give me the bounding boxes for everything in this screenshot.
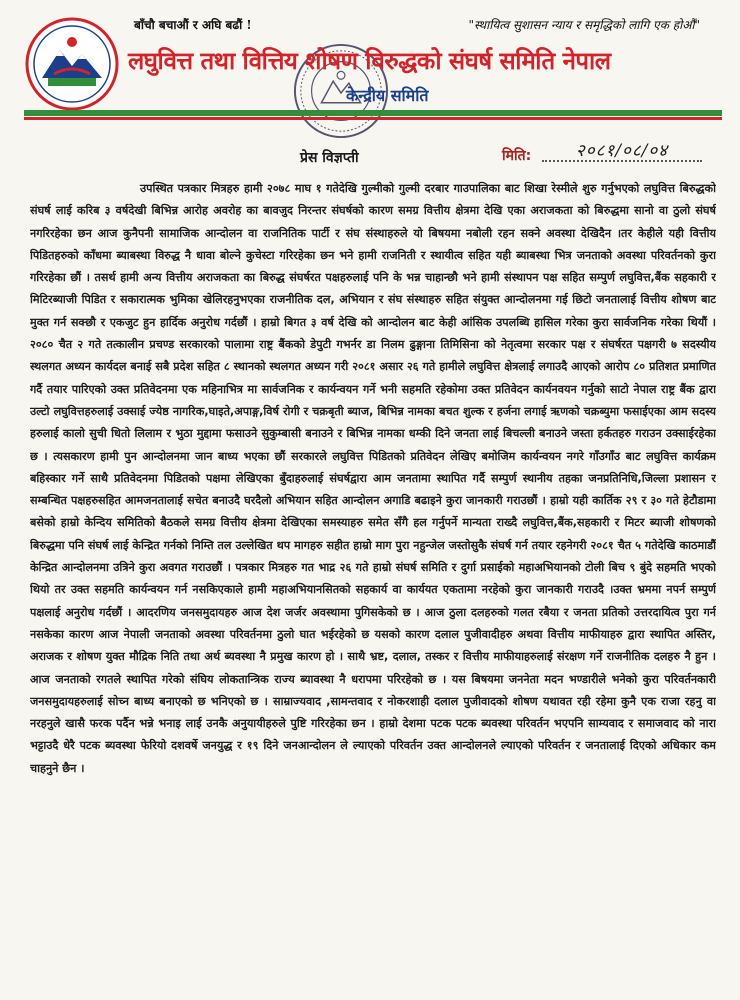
date-label: मिति: — [502, 148, 532, 164]
organization-logo-icon — [24, 16, 120, 112]
body-paragraph: उपस्थित पत्रकार मित्रहरु हामी २०७८ माघ १ गतेदेखि गुल्मीको गुल्मी दरबार गाउपालिका बाट शिखा रेस्मीले शुरु गर्नुभएको लघुवित्त बिरुद्धको संघर्ष लाई करिब ३ वर्षदेखी बिभिन्न आरोह अवरोह का बावजुद निरन्तर संघर्षको कारण समग्र वित्तीय क्षेत्रमा देखि एका अराजकता को बिरुद्धमा सानो वा ठुलो संघर्ष नगरिरहेका छन आज कुनैपनी सामाजिक आन्दोलन वा राजनितिक पार्टी र संघ संस्थाहरुले यो बिषयमा नबोली रहन सक्ने अवस्था देखिदैन ।तर केहीले यही वित्तीय पिडितहरुको काँधमा ब्याबस्था विरुद्ध नै धावा बोल्ने कुचेस्टा गरिरहेका छन भने हामी राजनिती र स्थायीत्व सहित यही ब्याबस्था भित्र जनताको अवस्था परिवर्तनको कुरा गरिरहेका छौं । तसर्थ हामी अन्य वित्तीय अराजकता का बिरुद्ध संघर्षरत पक्षहरुलाई पनि के भन्न चाहान्छौ भने हामी संस्थापन पक्ष सहित सम्पुर्ण लघुवित्त,बैंक सहकारी र मिटिरब्याजी पिडित र सकारात्मक भुमिका खेलिरहनुभएका राजनीतिक दल, अभियान र संघ संस्थाहरु सहित संयुक्त आन्दोलनमा गई छिटो जनतालाई वित्तीय शोषण बाट मुक्त गर्न सक्छौ र एकजुट हुन हार्दिक अनुरोध गर्दछौं । हाम्रो बिगत ३ वर्ष देखि को आन्दोलन बाट केही आंसिक उपलब्धि हासिल गरेका कुरा सार्वजनिक गरेका थियौं । २०८० चैत २ गते तत्कालीन प्रचण्ड सरकारको पालामा राष्ट्र बैंकको डेपुटी गभर्नर डा निलम ढुङ्गाना तिमिसिना को नेतृत्वमा सरकार पक्ष र संघर्षरत पक्षगरी ७ सदस्यीय स्थलगत अध्यन कार्यदल बनाई सबै प्रदेश सहित ८ स्थानको स्थलगत अध्यन गरी २०८१ असार २६ गते हामीले लघुवित्त क्षेत्रलाई लगाउदै आएको आरोप ८० प्रतिशत प्रमाणित गर्दै तयार पारिएको उक्त प्रतिवेदनमा एक महिनाभित्र मा सार्वजनिक र कार्यन्वयन गर्ने भनी सहमति रहेकोमा उक्त प्रतिवेदन कार्यनवयन गर्नुको साटो नेपाल राष्ट्र बैंक द्वारा उल्टो लघुवित्तहरुलाई उक्साई ज्येष्ठ नागरिक,घाइते,अपाङ्ग,विर्ष रोगी र चक्रबृती ब्याज, बिभिन्न नामका बचत शुल्क र हर्जना लगाई ऋणको चक्रब्युमा फसाईएका आम सदस्य हरुलाई कालो सुची धितो लिलाम र भुठा मुद्दामा फसाउने सुकुम्बासी बनाउने र बिभिन्न नामका धम्की दिने जनता लाई बिचल्ली बनाउने जस्ता हर्कतहरु गराउन उक्साईरहेका छ । त्यसकारण हामी पुन आन्दोलनमा जान बाध्य भएका छौं सरकारले लघुवित्त पिडितको प्रतिवेदन लेखिए बमोजिम कार्यन्वयन नगरे गाँउगाँउ बाट लघुवित्त कार्यक्रम बहिस्कार गर्ने साथै प्रतिवेदनमा पिडितको पक्षमा लेखिएका बुँदाहरुलाई संघर्षद्वारा आम जनतामा स्थापित गर्दै सम्पुर्ण स्थानीय तहका जनप्रतिनिधि,जिल्ला प्रशासन र सम्बन्धित पक्षहरुसहित आमजनतालाई सचेत बनाउदै घरदैलो अभियान सहित आन्दोलन अगाडि बढाइने कुरा जानकारी गराउछौं । हाम्रो यही कार्तिक २९ र ३० गते हेटौडामा बसेको हाम्रो केन्दिय समितिको बैठकले समग्र वित्तीय क्षेत्रमा देखिएका समस्याहरु समेत सँगै हल गर्नुपर्ने मान्यता राख्दै लघुवित्त,बैंक,सहकारी र मिटर ब्याजी शोषणको बिरुद्धमा पनि संघर्ष लाई केन्द्रित गर्नको निम्ति तल उल्लेखित थप मागहरु सहीत हाम्रो माग पुरा नहुन्जेल जस्तोसुकै संघर्ष गर्न तयार रहनेगरी २०८१ चैत ५ गतेदेखि काठमाडौं केन्द्रित आन्दोलनमा उत्रिने कुरा अवगत गराउछौं । पत्रकार मित्रहरु गत भाद्र २६ गते हाम्रो संघर्ष समिति र दुर्गा प्रसाईको महाअभियानको टोली बिच ९ बुंदे सहमति भएको थियो तर उक्त सहमति कार्यन्वयन गर्न नसकिएकाले हामी महाअभियानसितको सहकार्य वा कार्ययत एकतामा नरहेको कुरा जानकारी गराउदै ।उक्त भ्रममा नपर्न सम्पुर्ण पक्षलाई अनुरोध गर्दछौं । आदरणिय जनसमुदायहरु आज देश जर्जर अवस्थामा पुगिसकेको छ । आज ठुला दलहरुको गलत रबैया र जनता प्रतिको उत्तरदायित्व पुरा गर्न नसकेका कारण आज नेपाली जनताको अवस्था परिवर्तनमा ठुलो घात भईरहेको छ यसको कारण दलाल पुजीवादीहरु अथवा वित्तीय माफीयाहरु द्वारा स्थापित अस्तिर, अराजक र शोषण युक्त मौद्रिक निति तथा अर्थ ब्यवस्था नै प्रमुख कारण हो । साथै भ्रष्ट, दलाल, तस्कर र वित्तीय माफीयाहरुलाई संरक्षण गर्ने राजनीतिक दलहरु नै हुन ।आज जनताको रगतले स्थापित गरेको संघिय लोकतान्त्रिक राज्य ब्यावस्था नै धरापमा परिरहेको छ । यस बिषयमा जननेता मदन भण्डारीले भनेको कुरा परिवर्तनकारी जनसमुदायहरुलाई सोच्न बाध्य बनाएको छ भनिएको छ । साम्राज्यवाद ,सामन्तवाद र नोकरशाही दलाल पुजीवादको शोषण यथावत रही रहेमा कुनै एक राजा रहनु वा नरहनुले खासै फरक पर्दैन भन्ने भनाइ लाई उनकै अनुयायीहरुले पुष्टि गरिरहेका छन । हाम्रो देशमा पटक पटक ब्यवस्था परिवर्तन भएपनि साम्यवाद र समाजवाद को नारा भट्टाउदै धेरै पटक ब्यवस्था फेरियो दशवर्षे जनयुद्ध र १९ दिने जनआन्दोलन ले ल्याएको परिवर्तन उक्त आन्दोलनले ल्याएको परिवर्तन र जनतालाई दिएको अधिकार कम चाहनुने छैन । — [30, 182, 716, 775]
press-release-title: प्रेस विज्ञप्ती — [300, 150, 359, 166]
slogan-right: "स्थायित्व सुशासन न्याय र समृद्धिको लागि एक होऔं" — [468, 18, 700, 32]
organization-subtitle: केन्द्रीय समिति — [346, 86, 429, 105]
slogan-left: बाँचौ बचाऔं र अघि बढौं ! — [134, 18, 252, 32]
header-divider-green — [24, 110, 722, 116]
body-text — [30, 178, 716, 990]
header-divider-red — [24, 117, 722, 120]
organization-name: लघुवित्त तथा वित्तिय शोषण विरुद्धको संघर्ष समिति नेपाल — [128, 47, 611, 75]
date-dotted-line — [542, 160, 702, 162]
date-value: २०८१/०८/०४ — [575, 141, 669, 161]
